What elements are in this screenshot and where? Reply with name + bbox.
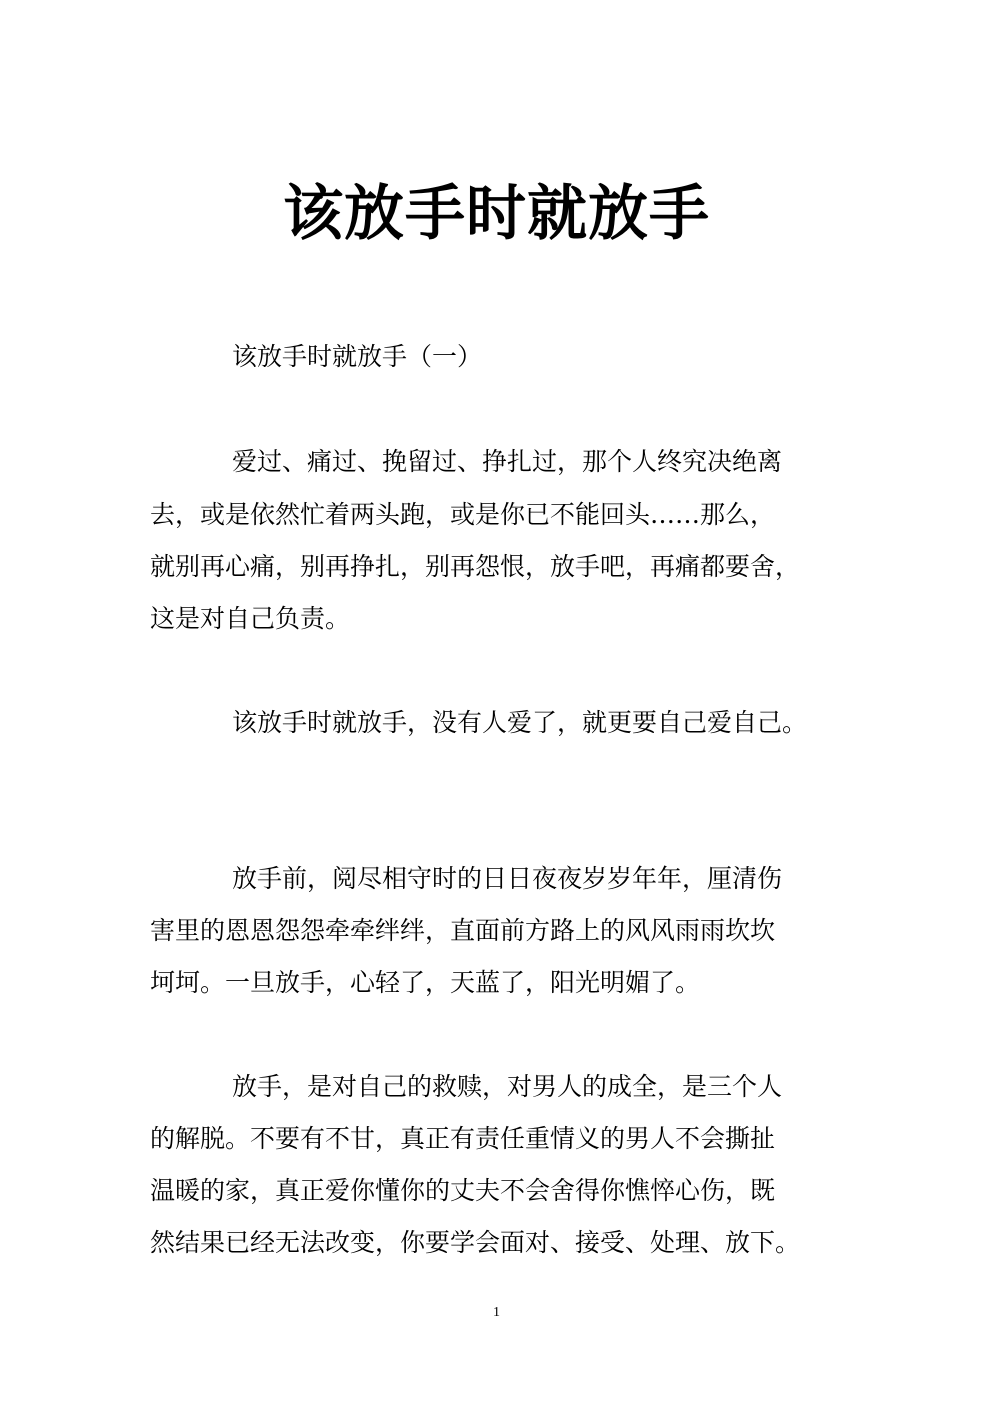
paragraph-2-line-1: 该放手时就放手，没有人爱了，就更要自己爱自己。 xyxy=(232,708,808,737)
page-number: 1 xyxy=(493,1305,500,1320)
paragraph-4-line-3: 温暖的家，真正爱你懂你的丈夫不会舍得你憔悴心伤，既 xyxy=(150,1176,776,1205)
paragraph-4-line-1: 放手，是对自己的救赎，对男人的成全，是三个人 xyxy=(232,1072,783,1101)
document-title: 该放手时就放手 xyxy=(283,179,710,249)
paragraph-3-line-2: 害里的恩恩怨怨牵牵绊绊，直面前方路上的风风雨雨坎坎 xyxy=(150,916,776,945)
paragraph-1-line-1: 爱过、痛过、挽留过、挣扎过，那个人终究决绝离 xyxy=(232,447,783,476)
paragraph-4-line-4: 然结果已经无法改变，你要学会面对、接受、处理、放下。 xyxy=(150,1228,801,1257)
paragraph-3-line-1: 放手前，阅尽相守时的日日夜夜岁岁年年，厘清伤 xyxy=(232,864,783,893)
paragraph-3-line-3: 坷坷。一旦放手，心轻了，天蓝了，阳光明媚了。 xyxy=(150,968,701,997)
paragraph-1-line-4: 这是对自己负责。 xyxy=(150,604,351,633)
section-heading: 该放手时就放手（一） xyxy=(232,342,483,371)
paragraph-1-line-2: 去，或是依然忙着两头跑，或是你已不能回头……那么， xyxy=(150,500,776,529)
paragraph-4-line-2: 的解脱。不要有不甘，真正有责任重情义的男人不会撕扯 xyxy=(150,1124,776,1153)
paragraph-1-line-3: 就别再心痛，别再挣扎，别再怨恨，放手吧，再痛都要舍， xyxy=(150,552,801,581)
